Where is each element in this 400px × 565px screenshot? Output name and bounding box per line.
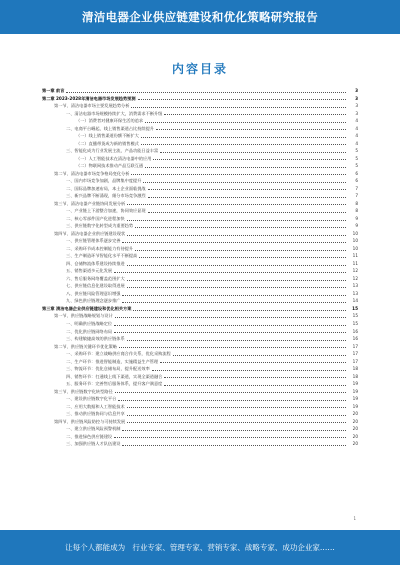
- toc-entry-text: 六、售后服务网络覆盖范围扩大: [66, 275, 125, 281]
- toc-leader-dots: [164, 384, 346, 386]
- toc-leader-dots: [127, 406, 346, 408]
- toc-entry-page: 12: [352, 268, 358, 274]
- toc-entry-text: 三、供应链数字化转型成为重要趋势: [66, 223, 134, 229]
- toc-leader-dots: [148, 188, 346, 190]
- toc-entry[interactable]: [42, 305, 358, 313]
- toc-entry-page: 11: [352, 260, 358, 266]
- toc-entry-page: 7: [355, 193, 358, 199]
- toc-entry-text: 第一节、供应链战略规划与设计: [54, 313, 113, 319]
- toc-leader-dots: [153, 158, 346, 160]
- toc-entry-page: 19: [352, 403, 358, 409]
- toc-leader-dots: [164, 113, 346, 115]
- toc-entry-text: 五、服务环节：完善售后服务体系，提升客户满意度: [66, 381, 163, 387]
- toc-list: [42, 87, 358, 448]
- toc-entry-page: 5: [355, 155, 358, 161]
- toc-entry-text: 二、采购环节成本控制能力有待提升: [66, 245, 134, 251]
- toc-leader-dots: [145, 121, 346, 123]
- toc-entry-page: 16: [352, 328, 358, 334]
- toc-entry-text: 二、电商平台崛起，线上销售渠道占比持续提升: [66, 125, 154, 131]
- toc-leader-dots: [122, 301, 346, 303]
- toc-entry[interactable]: [42, 358, 358, 366]
- toc-entry-page: 3: [355, 110, 358, 116]
- toc-entry-page: 14: [352, 298, 358, 304]
- toc-entry-page: 20: [352, 433, 358, 439]
- toc-entry[interactable]: [42, 215, 358, 223]
- toc-entry-text: 第三节、供应链数字化转型路径: [54, 388, 113, 394]
- toc-entry-text: 五、销售渠道多元化发展: [66, 268, 113, 274]
- toc-entry[interactable]: [42, 125, 358, 133]
- toc-entry-page: 4: [355, 125, 358, 131]
- toc-entry[interactable]: [42, 403, 358, 411]
- toc-entry[interactable]: [42, 297, 358, 305]
- toc-entry-page: 20: [352, 418, 358, 424]
- toc-entry-page: 19: [352, 388, 358, 394]
- toc-entry-text: 二、推进绿色供应链建设: [66, 433, 113, 439]
- toc-entry[interactable]: [42, 328, 358, 336]
- toc-entry-page: 10: [352, 230, 358, 236]
- toc-entry-text: 一、产业链上下游整合加速，协同效应显现: [66, 208, 146, 214]
- toc-entry[interactable]: [42, 237, 358, 245]
- toc-entry[interactable]: [42, 335, 358, 343]
- toc-entry-page: 6: [355, 170, 358, 176]
- toc-entry-text: 三、加强供应链人才队伍建设: [66, 441, 121, 447]
- toc-entry-text: 一、建设供应链数字化平台: [66, 396, 117, 402]
- toc-leader-dots: [160, 361, 346, 363]
- toc-leader-dots: [152, 369, 346, 371]
- toc-entry-page: 15: [352, 320, 358, 326]
- toc-leader-dots: [119, 346, 346, 348]
- toc-entry[interactable]: [42, 440, 358, 448]
- toc-entry[interactable]: [42, 200, 358, 208]
- toc-leader-dots: [133, 309, 346, 311]
- toc-entry-text: 七、供应链信息化建设取得进展: [66, 283, 125, 289]
- toc-entry-page: 3: [355, 103, 358, 109]
- toc-leader-dots: [122, 294, 346, 296]
- toc-entry[interactable]: [42, 388, 358, 396]
- toc-entry-page: 9: [355, 223, 358, 229]
- toc-entry-page: 17: [352, 358, 358, 364]
- toc-entry-page: 11: [352, 253, 358, 259]
- toc-entry[interactable]: [42, 185, 358, 193]
- toc-entry-text: 三、物流环节：优化仓储布局，提升配送效率: [66, 366, 150, 372]
- toc-entry-page: 13: [352, 290, 358, 296]
- toc-entry-text: （一）线上销售渠道份额不断扩大: [76, 133, 139, 139]
- toc-entry-page: 13: [352, 283, 358, 289]
- toc-title: 内容目录: [171, 62, 228, 76]
- toc-entry[interactable]: [42, 170, 358, 178]
- toc-entry[interactable]: [42, 117, 358, 125]
- toc-entry-text: 三、生产制造环节智能化水平不断提高: [66, 253, 138, 259]
- toc-entry[interactable]: [42, 177, 358, 185]
- toc-leader-dots: [118, 399, 346, 401]
- toc-entry[interactable]: [42, 207, 358, 215]
- toc-entry-text: 二、核心零部件国产化进程加快: [66, 215, 125, 221]
- toc-leader-dots: [139, 256, 346, 258]
- toc-entry[interactable]: [42, 365, 358, 373]
- toc-entry-page: 8: [355, 208, 358, 214]
- toc-entry-text: 四、仓储物流体系建设持续推进: [66, 260, 125, 266]
- toc-entry[interactable]: [42, 162, 358, 170]
- toc-entry-page: 3: [355, 88, 358, 93]
- toc-leader-dots: [164, 376, 346, 378]
- toc-entry[interactable]: [42, 267, 358, 275]
- toc-entry-text: （一）人工智能技术在清洁电器中的应用: [76, 155, 152, 161]
- toc-leader-dots: [127, 203, 346, 205]
- toc-entry-page: 10: [352, 238, 358, 244]
- toc-entry[interactable]: [42, 282, 358, 290]
- toc-leader-dots: [127, 264, 346, 266]
- toc-entry-text: 第二节、供应链关键环节优化策略: [54, 343, 117, 349]
- toc-entry-page: 20: [352, 441, 358, 447]
- toc-leader-dots: [148, 196, 346, 198]
- toc-entry[interactable]: [42, 252, 358, 260]
- toc-entry-page: 19: [352, 396, 358, 402]
- toc-leader-dots: [173, 354, 346, 356]
- toc-leader-dots: [145, 166, 346, 168]
- toc-entry-page: 10: [352, 245, 358, 251]
- toc-leader-dots: [115, 316, 346, 318]
- toc-leader-dots: [114, 331, 346, 333]
- toc-entry-page: 15: [352, 313, 358, 319]
- toc-leader-dots: [141, 143, 346, 145]
- toc-entry-text: 八、供应链风险管理意识增强: [66, 290, 121, 296]
- toc-entry-text: 第一节、清洁电器市场主要发展趋势分析: [54, 103, 130, 109]
- toc-entry-page: 4: [355, 118, 358, 124]
- toc-entry[interactable]: [42, 343, 358, 351]
- toc-entry-text: （一）消费者对健康环保生活的追求: [76, 118, 144, 124]
- toc-entry-text: 第三章 清洁电器企业供应链建设和优化相关方案: [42, 305, 132, 311]
- toc-entry-page: 17: [352, 343, 358, 349]
- toc-entry[interactable]: [42, 155, 358, 163]
- toc-leader-dots: [127, 421, 346, 423]
- toc-entry[interactable]: [42, 395, 358, 403]
- toc-entry[interactable]: [42, 350, 358, 358]
- toc-entry-page: 16: [352, 336, 358, 342]
- toc-entry-page: 18: [352, 366, 358, 372]
- toc-leader-dots: [122, 444, 346, 446]
- toc-leader-dots: [114, 436, 346, 438]
- toc-entry[interactable]: [42, 245, 358, 253]
- toc-leader-dots: [135, 249, 346, 251]
- toc-entry-text: 二、国际品牌加速布局，本土企业面临挑战: [66, 185, 146, 191]
- toc-entry-page: 20: [352, 411, 358, 417]
- toc-entry-text: 四、销售环节：打通线上线下渠道，实现全渠道融合: [66, 373, 163, 379]
- toc-entry-text: 第一章 前言: [42, 88, 65, 93]
- toc-entry-text: 第三节、清洁电器产业链协同发展分析: [54, 200, 126, 206]
- toc-leader-dots: [66, 91, 346, 93]
- toc-leader-dots: [148, 211, 346, 213]
- toc-entry-page: 5: [355, 148, 358, 154]
- toc-entry-text: 一、国内市场竞争加剧，品牌集中度提升: [66, 178, 142, 184]
- toc-entry-text: 三、推动供应链协同与信息共享: [66, 411, 125, 417]
- toc-entry-page: 15: [352, 305, 358, 311]
- toc-leader-dots: [131, 173, 346, 175]
- toc-entry[interactable]: [42, 373, 358, 381]
- toc-entry-page: 7: [355, 185, 358, 191]
- toc-entry-text: 二、优化供应链网络布局: [66, 328, 113, 334]
- toc-entry-text: 第二节、清洁电器市场竞争格局变化分析: [54, 170, 130, 176]
- toc-entry[interactable]: [42, 260, 358, 268]
- toc-entry-text: 一、供应链管理体系逐步完善: [66, 238, 121, 244]
- report-title: 清洁电器企业供应链建设和优化策略研究报告: [82, 10, 318, 24]
- toc-entry[interactable]: [42, 410, 358, 418]
- toc-entry-text: 一、采购环节：建立战略供应商合作关系，优化采购流程: [66, 351, 171, 357]
- toc-entry-page: 12: [352, 275, 358, 281]
- toc-entry-page: 9: [355, 215, 358, 221]
- toc-entry-text: （二）直播带货成为新的销售模式: [76, 140, 139, 146]
- toc-entry[interactable]: [42, 320, 358, 328]
- footer-spacer: [125, 543, 132, 552]
- toc-entry-text: 一、清洁电器市场规模持续扩大，消费需求不断升级: [66, 110, 163, 116]
- toc-leader-dots: [160, 151, 346, 153]
- toc-entry-page: 18: [352, 373, 358, 379]
- toc-entry-text: 一、明确供应链战略定位: [66, 320, 113, 326]
- toc-entry[interactable]: [42, 95, 358, 103]
- toc-entry[interactable]: [42, 147, 358, 155]
- toc-entry[interactable]: [42, 275, 358, 283]
- toc-leader-dots: [127, 414, 346, 416]
- toc-entry[interactable]: [42, 380, 358, 388]
- toc-entry-page: 17: [352, 351, 358, 357]
- toc-leader-dots: [114, 324, 346, 326]
- toc-leader-dots: [114, 271, 346, 273]
- toc-entry-text: 三、智能化成为行业发展主流，产品功能日益丰富: [66, 148, 159, 154]
- toc-leader-dots: [127, 279, 346, 281]
- toc-leader-dots: [127, 286, 346, 288]
- toc-entry[interactable]: [42, 222, 358, 230]
- footer-tail-text: 行业专家、管理专家、营销专家、战略专家、成功企业家……: [132, 543, 335, 552]
- toc-entry-page: 20: [352, 426, 358, 432]
- toc-entry-page: 6: [355, 178, 358, 184]
- toc-entry-text: 一、建立供应链风险预警机制: [66, 426, 121, 432]
- toc-entry[interactable]: [42, 418, 358, 426]
- toc-leader-dots: [127, 219, 346, 221]
- footer-lead-text: 让每个人都能成为: [65, 543, 126, 552]
- toc-entry[interactable]: [42, 312, 358, 320]
- toc-entry-text: 三、构建敏捷高效的供应链体系: [66, 336, 125, 342]
- toc-leader-dots: [122, 241, 346, 243]
- toc-entry-text: 九、绿色供应链理念逐步推广: [66, 298, 121, 304]
- toc-entry[interactable]: [42, 132, 358, 140]
- toc-leader-dots: [156, 128, 346, 130]
- toc-leader-dots: [127, 339, 346, 341]
- toc-leader-dots: [141, 136, 346, 138]
- toc-entry[interactable]: [42, 290, 358, 298]
- toc-entry-page: 5: [355, 163, 358, 169]
- toc-leader-dots: [131, 106, 346, 108]
- toc-entry-page: 19: [352, 381, 358, 387]
- toc-entry-page: 4: [355, 133, 358, 139]
- toc-entry[interactable]: [42, 110, 358, 118]
- toc-entry-page: 4: [355, 140, 358, 146]
- toc-leader-dots: [122, 429, 346, 431]
- toc-entry-text: 第二章 2023-2028年清洁电器市场发展趋势预测: [42, 95, 136, 101]
- toc-leader-dots: [135, 226, 346, 228]
- toc-entry[interactable]: [42, 425, 358, 433]
- toc-leader-dots: [127, 234, 346, 236]
- toc-entry[interactable]: [42, 102, 358, 110]
- toc-entry[interactable]: [42, 192, 358, 200]
- toc-entry-text: （二）物联网技术推动产品互联互通: [76, 163, 144, 169]
- toc-entry[interactable]: [42, 433, 358, 441]
- toc-entry-text: 二、生产环节：推进智能制造，实施精益生产管理: [66, 358, 159, 364]
- footer-banner: [0, 530, 400, 565]
- toc-entry[interactable]: [42, 230, 358, 238]
- header-banner: [0, 0, 400, 34]
- toc-entry[interactable]: [42, 87, 358, 95]
- toc-entry-text: 三、新兴品牌不断涌现，细分市场竞争激烈: [66, 193, 146, 199]
- page-number: 1: [353, 516, 356, 521]
- toc-entry-text: 第四节、清洁电器企业供应链建设现状: [54, 230, 126, 236]
- toc-leader-dots: [143, 181, 346, 183]
- toc-entry-page: 8: [355, 200, 358, 206]
- toc-entry[interactable]: [42, 140, 358, 148]
- toc-leader-dots: [115, 391, 346, 393]
- toc-entry-text: 第四节、供应链风险防控与可持续发展: [54, 418, 126, 424]
- toc-entry-page: 3: [355, 95, 358, 101]
- toc-leader-dots: [138, 98, 346, 100]
- toc-entry-text: 二、应用大数据和人工智能技术: [66, 403, 125, 409]
